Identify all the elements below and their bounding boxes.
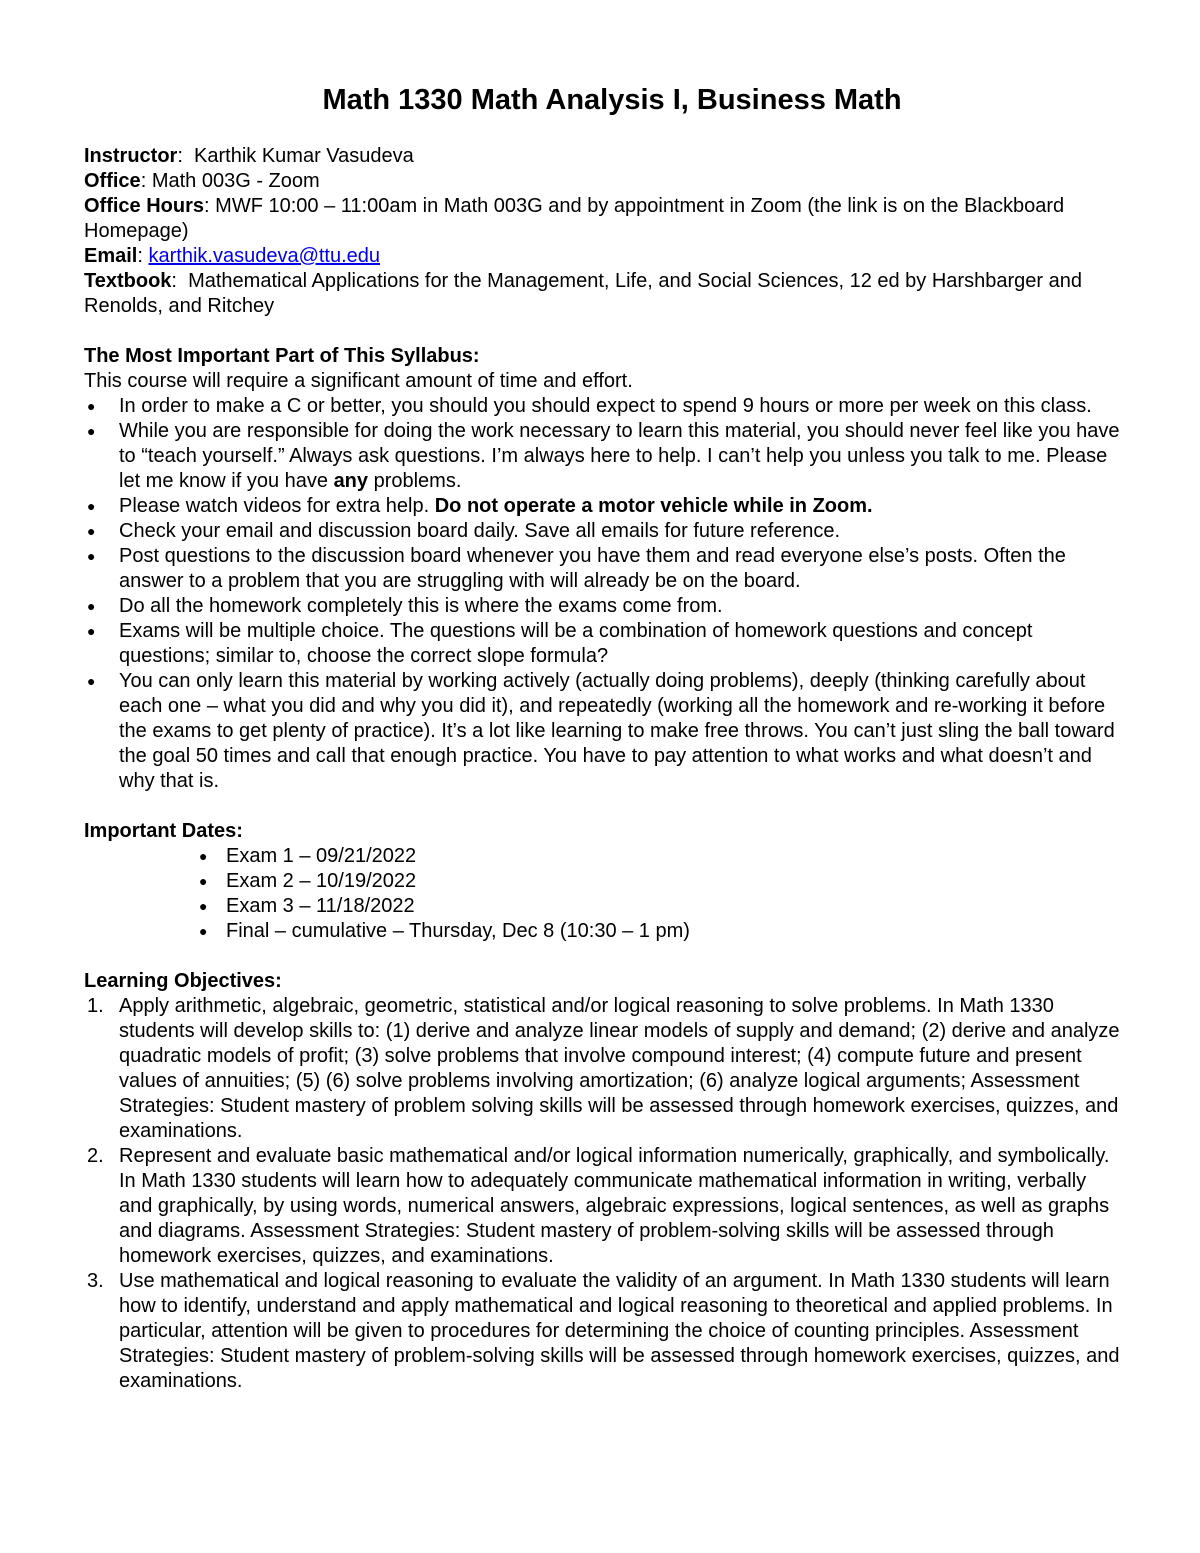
list-item: 1. Apply arithmetic, algebraic, geometric, statistical and/or logical reasoning to solve problems. In Math 1330 students will develop skills to: (1) derive and analyze linear models of supply and demand; (2) derive and analyze quadratic models of profit; (3) solve problems that involve compound interest; (4) compute future and present values of annuities; (5) (6) solve problems involving amortization; (6) analyze logical arguments; Assessment Strategies: Student mastery of problem solving skills will be assessed through homework exercises, quizzes, and examinations.	[87, 995, 1120, 1142]
textbook-value: Mathematical Applications for the Management, Life, and Social Sciences, 12 ed by Harshbarger and Renolds, and Ritchey	[84, 270, 1082, 317]
email-link[interactable]: karthik.vasudeva@ttu.edu	[148, 245, 381, 267]
office-value: Math 003G - Zoom	[151, 170, 320, 192]
objectives-list	[84, 994, 1124, 1394]
important-list	[84, 394, 1124, 794]
bullet-icon: ●	[87, 423, 96, 439]
bullet-icon: ●	[199, 873, 208, 889]
instructor-line: Instructor: Karthik Kumar Vasudeva	[84, 145, 414, 167]
list-item: ● Exam 3 – 11/18/2022	[199, 895, 415, 917]
bullet-icon: ●	[199, 898, 208, 914]
dates-heading: Important Dates:	[84, 820, 243, 842]
course-info	[84, 144, 1124, 319]
list-item: 2. Represent and evaluate basic mathematical and/or logical information numerically, graphically, and symbolically. In Math 1330 students will learn how to adequately communicate mathematical information in writing, verbally and graphically, by using words, numerical answers, algebraic expressions, logical sentences, as well as graphs and diagrams. Assessment Strategies: Student mastery of problem-solving skills will be assessed through homework exercises, quizzes, and examinations.	[87, 1145, 1110, 1267]
list-item: ● Final – cumulative – Thursday, Dec 8 (10:30 – 1 pm)	[199, 920, 690, 942]
dates-list	[84, 844, 1124, 944]
instructor-value: Karthik Kumar Vasudeva	[194, 145, 414, 167]
list-item: ● While you are responsible for doing the work necessary to learn this material, you should never feel like you have to “teach yourself.” Always ask questions. I’m always here to help. I can’t help you unless you talk to me. Please let me know if you have any problems.	[87, 420, 1120, 492]
bullet-icon: ●	[87, 548, 96, 564]
list-item: ● You can only learn this material by working actively (actually doing problems), deeply (thinking carefully about each one – what you did and why you did it), and repeatedly (working all the homework and re-working it before the exams to get plenty of practice). It’s a lot like learning to make free throws. You can’t just sling the ball toward the goal 50 times and call that enough practice. You have to pay attention to what works and what doesn’t and why that is.	[87, 670, 1115, 792]
bullet-icon: ●	[87, 598, 96, 614]
bullet-icon: ●	[87, 673, 96, 689]
important-intro: This course will require a significant amount of time and effort.	[84, 370, 633, 392]
textbook-line: Textbook: Mathematical Applications for the Management, Life, and Social Sciences, 12 ed by Harshbarger and Renolds, and Ritchey	[84, 270, 1082, 317]
bullet-icon: ●	[87, 623, 96, 639]
dates-section	[84, 819, 1124, 944]
list-item: ● Exam 2 – 10/19/2022	[199, 870, 417, 892]
office-hours-line: Office Hours: MWF 10:00 – 11:00am in Math 003G and by appointment in Zoom (the link is on the Blackboard Homepage)	[84, 195, 1065, 242]
bullet-icon: ●	[87, 398, 96, 414]
list-item: ● Please watch videos for extra help. Do not operate a motor vehicle while in Zoom.	[87, 495, 873, 517]
instructor-label: Instructor	[84, 145, 178, 167]
email-label: Email	[84, 245, 138, 267]
important-section	[84, 344, 1124, 794]
bullet-icon: ●	[199, 923, 208, 939]
list-item: ● In order to make a C or better, you should you should expect to spend 9 hours or more per week on this class.	[87, 395, 1092, 417]
email-line: Email: karthik.vasudeva@ttu.edu	[84, 245, 381, 267]
list-item: 3. Use mathematical and logical reasoning to evaluate the validity of an argument. In Math 1330 students will learn how to identify, understand and apply mathematical and logical reasoning to theoretical and applied problems. In particular, attention will be given to procedures for determining the choice of counting principles. Assessment Strategies: Student mastery of problem-solving skills will be assessed through homework exercises, quizzes, and examinations.	[87, 1270, 1120, 1392]
list-item: ● Exam 1 – 09/21/2022	[199, 845, 417, 867]
office-hours-label: Office Hours	[84, 195, 205, 217]
page-title: Math 1330 Math Analysis I, Business Math	[322, 84, 902, 116]
bullet-icon: ●	[87, 498, 96, 514]
objectives-heading: Learning Objectives:	[84, 970, 282, 992]
list-number: 1.	[87, 995, 104, 1017]
important-heading: The Most Important Part of This Syllabus:	[84, 345, 480, 367]
textbook-label: Textbook	[84, 270, 172, 292]
office-label: Office	[84, 170, 141, 192]
list-item: ● Post questions to the discussion board whenever you have them and read everyone else’s posts. Often the answer to a problem that you are struggling with will already be on the board.	[87, 545, 1066, 592]
list-item: ● Exams will be multiple choice. The questions will be a combination of homework questions and concept questions; similar to, choose the correct slope formula?	[87, 620, 1033, 667]
list-number: 2.	[87, 1145, 104, 1167]
bullet-icon: ●	[199, 848, 208, 864]
list-item: ● Check your email and discussion board daily. Save all emails for future reference.	[87, 520, 841, 542]
bullet-icon: ●	[87, 523, 96, 539]
office-line: Office: Math 003G - Zoom	[84, 170, 320, 192]
syllabus-page	[84, 80, 1124, 1394]
list-number: 3.	[87, 1270, 104, 1292]
office-hours-value: MWF 10:00 – 11:00am in Math 003G and by appointment in Zoom (the link is on the Blackboard Homepage)	[84, 195, 1065, 242]
list-item: ● Do all the homework completely this is where the exams come from.	[87, 595, 723, 617]
objectives-section	[84, 969, 1124, 1394]
